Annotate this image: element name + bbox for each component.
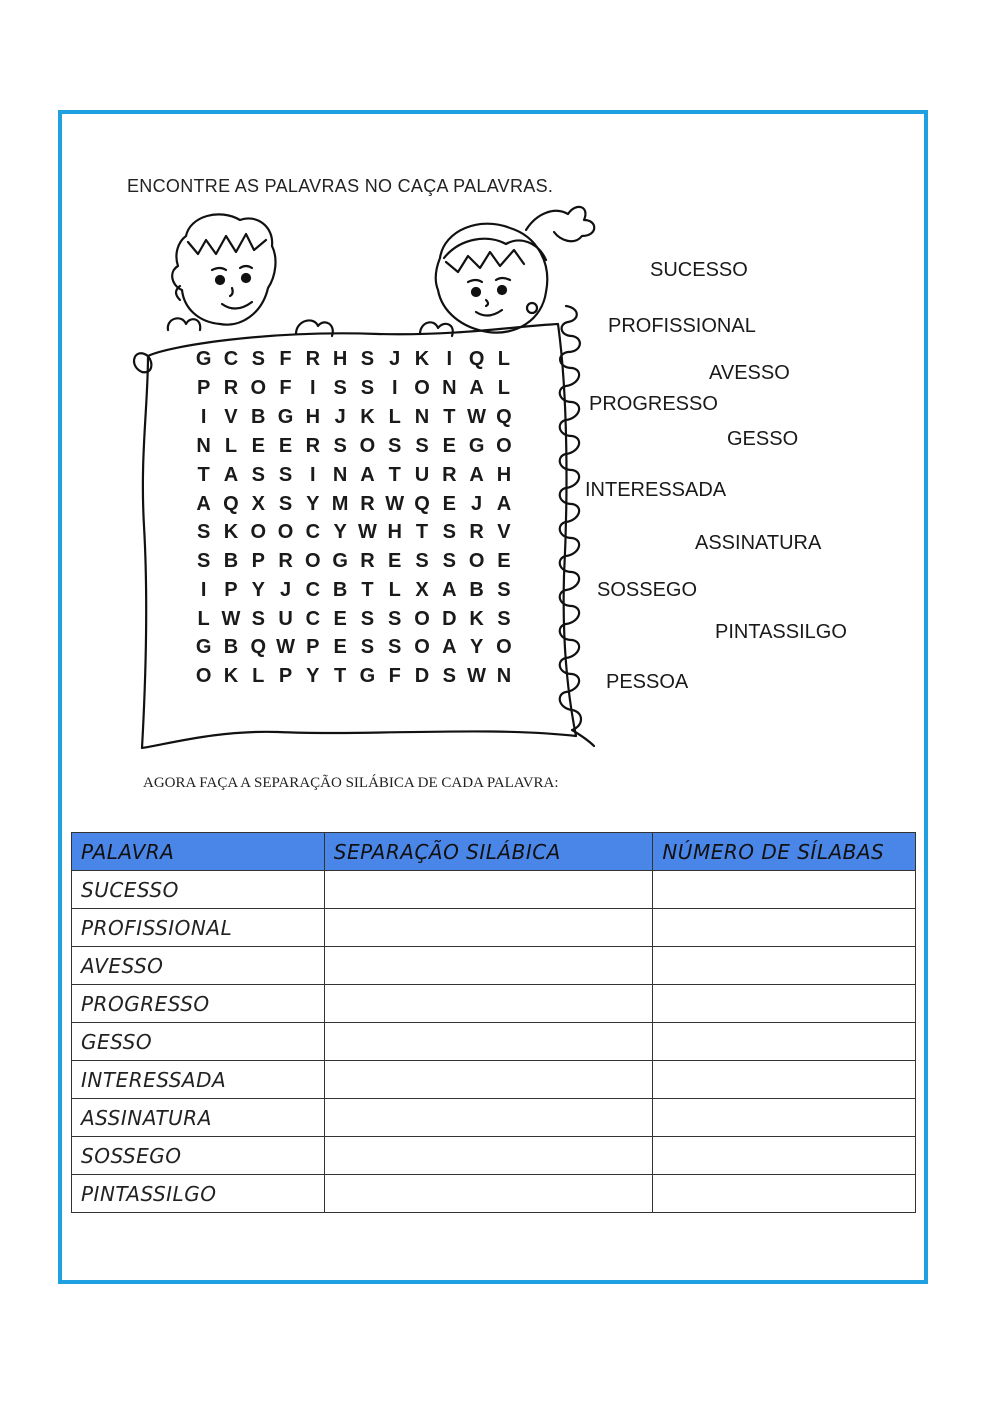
grid-letter: Q (496, 406, 512, 428)
grid-letter: U (414, 464, 430, 486)
grid-letter: Y (333, 521, 347, 543)
grid-letter: Y (306, 493, 320, 515)
grid-letter: N (496, 665, 512, 687)
grid-letter: N (414, 406, 430, 428)
grid-letter: I (200, 579, 207, 601)
grid-letter: H (387, 521, 402, 543)
grid-letter: X (415, 579, 429, 601)
grid-letter: G (359, 665, 376, 687)
header-numero: NÚMERO DE SÍLABAS (653, 833, 916, 871)
word-list-item: AVESSO (709, 362, 790, 384)
grid-letter: R (469, 521, 484, 543)
grid-letter: S (497, 608, 511, 630)
grid-letter: S (360, 348, 375, 370)
grid-letter: H (496, 464, 512, 486)
syllable-count-input-cell[interactable] (653, 947, 916, 985)
grid-letter: S (388, 608, 402, 630)
grid-letter: S (415, 550, 429, 572)
grid-letter: S (360, 377, 375, 399)
grid-letter: O (414, 608, 430, 630)
grid-letter: B (469, 579, 484, 601)
grid-letter: S (442, 550, 456, 572)
grid-letter: T (334, 665, 347, 687)
grid-letter: F (279, 377, 292, 399)
grid-letter: O (496, 636, 512, 658)
grid-letter: S (497, 579, 511, 601)
grid-letter: S (278, 464, 293, 486)
grid-letter: S (251, 348, 265, 370)
word-cell: GESSO (72, 1023, 325, 1061)
syllable-count-input-cell[interactable] (653, 909, 916, 947)
grid-letter: C (223, 348, 239, 370)
word-list-item: PINTASSILGO (715, 621, 847, 643)
syllable-count-input-cell[interactable] (653, 1061, 916, 1099)
grid-letter: F (388, 665, 401, 687)
grid-letter: Q (468, 348, 485, 370)
grid-letter: R (305, 435, 321, 457)
grid-letter: W (467, 406, 487, 428)
grid-letter: C (305, 579, 321, 601)
grid-letter: L (388, 579, 401, 601)
grid-letter: L (497, 348, 511, 370)
subtitle-text: AGORA FAÇA A SEPARAÇÃO SILÁBICA DE CADA PALAVRA: (143, 775, 559, 791)
grid-letter: G (195, 348, 212, 370)
grid-letter: A (442, 636, 457, 658)
grid-letter: L (197, 608, 210, 630)
word-cell: PINTASSILGO (72, 1175, 325, 1213)
grid-row (190, 348, 518, 371)
syllable-count-input-cell[interactable] (653, 1137, 916, 1175)
grid-letter: R (278, 550, 293, 572)
grid-letter: P (196, 377, 211, 399)
grid-row (190, 435, 518, 458)
word-cell: PROFISSIONAL (72, 909, 325, 947)
grid-letter: S (360, 636, 375, 658)
grid-letter: S (196, 521, 211, 543)
grid-letter: O (195, 665, 212, 687)
separation-input-cell[interactable] (324, 947, 653, 985)
grid-letter: O (305, 550, 321, 572)
grid-row (190, 550, 518, 573)
separation-input-cell[interactable] (324, 1175, 653, 1213)
syllable-count-input-cell[interactable] (653, 1023, 916, 1061)
word-cell: ASSINATURA (72, 1099, 325, 1137)
grid-letter: B (223, 550, 239, 572)
grid-letter: G (277, 406, 294, 428)
word-list-item: PROGRESSO (589, 393, 718, 415)
grid-letter: T (361, 579, 374, 601)
word-list-item: INTERESSADA (585, 479, 727, 501)
separation-input-cell[interactable] (324, 1023, 653, 1061)
grid-letter: Y (251, 579, 265, 601)
grid-letter: S (278, 493, 293, 515)
separation-input-cell[interactable] (324, 985, 653, 1023)
grid-letter: S (360, 608, 375, 630)
grid-letter: C (305, 608, 321, 630)
word-cell: INTERESSADA (72, 1061, 325, 1099)
grid-letter: N (442, 377, 457, 399)
grid-letter: J (279, 579, 292, 601)
grid-letter: I (310, 464, 316, 486)
grid-letter: R (223, 377, 239, 399)
grid-letter: S (388, 435, 402, 457)
grid-letter: E (251, 435, 265, 457)
table-row (72, 909, 916, 947)
grid-letter: S (251, 608, 265, 630)
grid-letter: S (333, 435, 347, 457)
grid-letter: N (332, 464, 348, 486)
table-row (72, 947, 916, 985)
grid-letter: W (276, 636, 295, 658)
grid-letter: X (251, 493, 265, 515)
grid-letter: O (359, 435, 376, 457)
word-list-item: ASSINATURA (695, 532, 822, 554)
grid-letter: P (278, 665, 293, 687)
grid-letter: R (442, 464, 457, 486)
grid-letter: W (467, 665, 487, 687)
separation-input-cell[interactable] (324, 1061, 653, 1099)
grid-letter: P (251, 550, 265, 572)
grid-letter: R (360, 550, 375, 572)
grid-row (190, 377, 518, 400)
word-cell: PROGRESSO (72, 985, 325, 1023)
grid-letter: E (442, 435, 456, 457)
grid-letter: V (224, 406, 238, 428)
syllable-count-input-cell[interactable] (653, 1099, 916, 1137)
grid-letter: B (223, 636, 239, 658)
grid-letter: T (388, 464, 401, 486)
table-row (72, 1137, 916, 1175)
grid-letter: K (223, 665, 239, 687)
grid-letter: B (332, 579, 348, 601)
grid-letter: L (252, 665, 265, 687)
grid-letter: S (388, 636, 402, 658)
word-list-item: SOSSEGO (597, 579, 698, 601)
grid-letter: K (414, 348, 430, 370)
grid-letter: H (305, 406, 321, 428)
separation-input-cell[interactable] (324, 1137, 653, 1175)
table-row (72, 1175, 916, 1213)
grid-letter: A (469, 464, 484, 486)
grid-letter: T (443, 406, 456, 428)
separation-input-cell[interactable] (324, 1099, 653, 1137)
grid-letter: O (468, 550, 485, 572)
table-row (72, 1023, 916, 1061)
grid-letter: K (469, 608, 484, 630)
grid-letter: T (197, 464, 210, 486)
grid-letter: S (196, 550, 211, 572)
grid-letter: I (391, 377, 398, 399)
grid-letter: S (442, 665, 456, 687)
grid-row (190, 406, 518, 429)
grid-row (190, 665, 518, 688)
separation-input-cell[interactable] (324, 871, 653, 909)
grid-letter: C (305, 521, 321, 543)
grid-letter: E (497, 550, 511, 572)
grid-letter: S (415, 435, 429, 457)
boy-figure (168, 214, 333, 336)
grid-letter: E (333, 636, 347, 658)
grid-letter: E (442, 493, 456, 515)
grid-letter: H (332, 348, 348, 370)
grid-letter: T (415, 521, 429, 543)
grid-letter: A (442, 579, 457, 601)
grid-letter: V (497, 521, 511, 543)
table-header-row (72, 833, 916, 871)
syllable-count-input-cell[interactable] (653, 985, 916, 1023)
grid-row (190, 608, 518, 631)
grid-letter: A (360, 464, 375, 486)
grid-letter: Q (223, 493, 239, 515)
grid-letter: I (446, 348, 453, 370)
grid-letter: E (278, 435, 293, 457)
grid-letter: B (251, 406, 266, 428)
grid-row (190, 636, 518, 659)
table-row (72, 1061, 916, 1099)
word-list-item: SUCESSO (650, 259, 748, 281)
grid-letter: K (360, 406, 375, 428)
grid-row (190, 521, 518, 544)
grid-letter: N (196, 435, 211, 457)
grid-letter: G (468, 435, 485, 457)
grid-letter: A (469, 377, 484, 399)
grid-row (190, 464, 518, 487)
header-separacao: SEPARAÇÃO SILÁBICA (324, 833, 653, 871)
grid-letter: W (357, 521, 377, 543)
grid-letter: S (251, 464, 265, 486)
grid-letter: J (334, 406, 346, 428)
grid-letter: R (305, 348, 321, 370)
word-cell: AVESSO (72, 947, 325, 985)
table-row (72, 985, 916, 1023)
syllable-count-input-cell[interactable] (653, 1175, 916, 1213)
grid-letter: P (224, 579, 238, 601)
table-row (72, 871, 916, 909)
word-list-item: PROFISSIONAL (608, 315, 756, 337)
grid-letter: Y (469, 636, 484, 658)
grid-letter: J (389, 348, 401, 370)
table-row (72, 1099, 916, 1137)
grid-letter: L (497, 377, 511, 399)
grid-letter: E (388, 550, 402, 572)
girl-figure (420, 207, 594, 336)
grid-row (190, 579, 518, 602)
word-cell: SUCESSO (72, 871, 325, 909)
grid-letter: O (414, 377, 430, 399)
grid-letter: A (223, 464, 239, 486)
grid-letter: J (471, 493, 483, 515)
grid-letter: G (195, 636, 212, 658)
syllable-table (71, 832, 916, 1213)
syllable-count-input-cell[interactable] (653, 871, 916, 909)
grid-letter: S (442, 521, 456, 543)
grid-letter: M (331, 493, 349, 515)
grid-letter: R (360, 493, 375, 515)
grid-letter: K (223, 521, 239, 543)
grid-letter: O (496, 435, 512, 457)
grid-letter: I (200, 406, 207, 428)
word-cell: SOSSEGO (72, 1137, 325, 1175)
grid-letter: D (414, 665, 430, 687)
grid-row (190, 493, 518, 516)
grid-letter: O (277, 521, 294, 543)
grid-letter: O (250, 521, 267, 543)
word-list-item: PESSOA (606, 671, 689, 693)
grid-letter: L (388, 406, 401, 428)
grid-letter: W (385, 493, 405, 515)
grid-letter: E (333, 608, 347, 630)
instruction-text: ENCONTRE AS PALAVRAS NO CAÇA PALAVRAS. (127, 176, 554, 196)
grid-letter: O (250, 377, 267, 399)
grid-letter: A (496, 493, 512, 515)
grid-letter: L (224, 435, 238, 457)
grid-letter: I (310, 377, 316, 399)
grid-letter: D (442, 608, 457, 630)
grid-letter: P (306, 636, 320, 658)
header-palavra: PALAVRA (72, 833, 325, 871)
grid-letter: A (196, 493, 211, 515)
word-list-item: GESSO (727, 428, 799, 450)
grid-letter: F (279, 348, 292, 370)
grid-letter: S (333, 377, 347, 399)
separation-input-cell[interactable] (324, 909, 653, 947)
grid-letter: G (332, 550, 348, 572)
grid-letter: Q (250, 636, 267, 658)
grid-letter: W (221, 608, 241, 630)
grid-letter: Y (306, 665, 320, 687)
grid-letter: Q (414, 493, 430, 515)
grid-letter: O (414, 636, 430, 658)
grid-letter: U (278, 608, 293, 630)
